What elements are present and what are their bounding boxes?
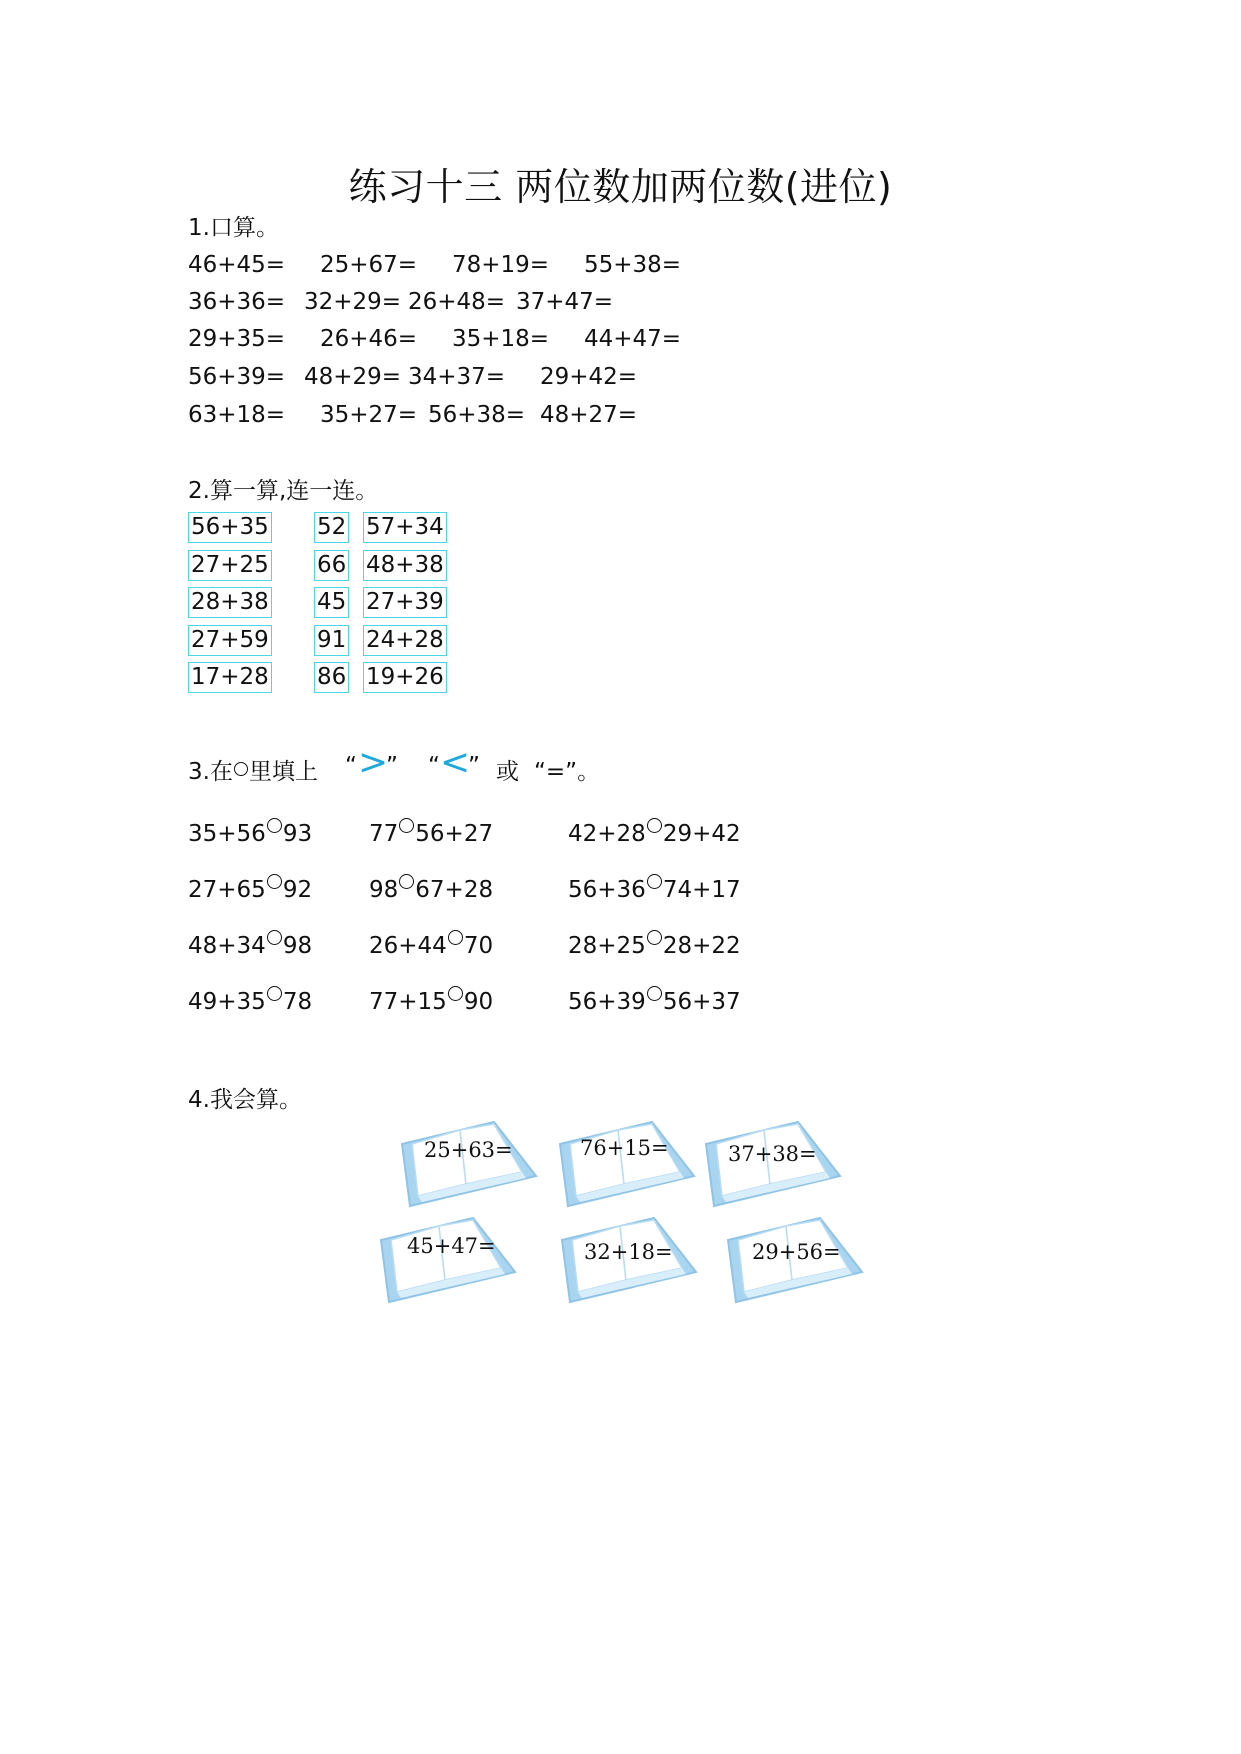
compare-item <box>188 930 312 960</box>
section3-heading-mid: 里填上 <box>248 759 318 785</box>
oral-calc-item: 56+39= <box>188 364 286 390</box>
blank-circle-icon[interactable] <box>448 930 463 945</box>
compare-right: 56+37 <box>662 989 741 1015</box>
section2-heading: 2.算一算,连一连。 <box>188 478 379 504</box>
book-card <box>398 1112 538 1210</box>
compare-left: 77+15 <box>369 989 447 1015</box>
blank-circle-icon[interactable] <box>267 874 282 889</box>
compare-item <box>568 930 741 960</box>
compare-left: 42+28 <box>568 821 646 847</box>
compare-left: 56+39 <box>568 989 646 1015</box>
compare-left: 26+44 <box>369 933 447 959</box>
blank-circle-icon[interactable] <box>448 986 463 1001</box>
oral-calc-item: 63+18= <box>188 402 286 428</box>
less-than-symbol: < <box>440 742 471 783</box>
oral-calc-item: 25+67= <box>320 252 418 278</box>
match-left-item[interactable]: 28+38 <box>188 587 272 618</box>
match-middle-item[interactable]: 52 <box>314 512 349 543</box>
book-card <box>558 1208 698 1306</box>
oral-calc-item: 26+48= <box>408 289 506 315</box>
oral-calc-item: 56+38= <box>428 402 526 428</box>
page-title: 练习十三 两位数加两位数(进位) <box>348 165 893 209</box>
compare-left: 35+56 <box>188 821 266 847</box>
match-left-item[interactable]: 17+28 <box>188 662 272 693</box>
compare-left: 48+34 <box>188 933 266 959</box>
compare-right: 56+27 <box>415 821 494 847</box>
book-problem: 29+56= <box>752 1240 841 1264</box>
greater-than-symbol: > <box>358 742 389 783</box>
quote-open: “ <box>345 753 357 779</box>
quote-close: ” <box>468 753 480 779</box>
compare-item <box>369 930 493 960</box>
match-middle-item[interactable]: 91 <box>314 625 349 656</box>
quote-close: ” <box>386 753 398 779</box>
compare-left: 98 <box>369 877 399 903</box>
book-problem: 76+15= <box>580 1136 669 1160</box>
blank-circle-icon[interactable] <box>267 986 282 1001</box>
compare-item <box>188 874 312 904</box>
compare-item <box>568 986 741 1016</box>
compare-right: 74+17 <box>662 877 741 903</box>
compare-left: 56+36 <box>568 877 646 903</box>
oral-calc-item: 26+46= <box>320 326 418 352</box>
blank-circle-icon[interactable] <box>647 986 662 1001</box>
blank-circle-icon <box>234 762 248 776</box>
match-middle-item[interactable]: 86 <box>314 662 349 693</box>
match-middle-item[interactable]: 45 <box>314 587 349 618</box>
match-right-item[interactable]: 48+38 <box>363 550 447 581</box>
book-card <box>377 1208 517 1306</box>
compare-item <box>188 986 312 1016</box>
compare-right: 29+42 <box>662 821 741 847</box>
oral-calc-item: 78+19= <box>452 252 550 278</box>
oral-calc-item: 29+42= <box>540 364 638 390</box>
compare-right: 78 <box>282 989 313 1015</box>
compare-item <box>568 874 741 904</box>
match-left-item[interactable]: 27+25 <box>188 550 272 581</box>
book-problem: 37+38= <box>728 1142 817 1166</box>
or-text: 或 <box>496 759 519 785</box>
compare-left: 49+35 <box>188 989 266 1015</box>
compare-item <box>369 874 493 904</box>
compare-left: 27+65 <box>188 877 266 903</box>
section4-heading: 4.我会算。 <box>188 1087 302 1113</box>
oral-calc-item: 34+37= <box>408 364 506 390</box>
quote-open: “ <box>428 753 440 779</box>
open-book-icon <box>556 1112 696 1210</box>
oral-calc-item: 32+29= <box>304 289 402 315</box>
compare-item <box>568 818 741 848</box>
compare-item <box>369 818 493 848</box>
book-problem: 32+18= <box>584 1240 673 1264</box>
compare-left: 28+25 <box>568 933 646 959</box>
compare-left: 77 <box>369 821 399 847</box>
book-problem: 45+47= <box>407 1234 496 1258</box>
oral-calc-item: 36+36= <box>188 289 286 315</box>
book-card <box>724 1208 864 1306</box>
match-right-item[interactable]: 19+26 <box>363 662 447 693</box>
oral-calc-item: 44+47= <box>584 326 682 352</box>
compare-right: 67+28 <box>415 877 494 903</box>
oral-calc-item: 37+47= <box>516 289 614 315</box>
book-card <box>702 1112 842 1210</box>
blank-circle-icon[interactable] <box>647 874 662 889</box>
oral-calc-item: 46+45= <box>188 252 286 278</box>
match-left-item[interactable]: 27+59 <box>188 625 272 656</box>
compare-right: 98 <box>282 933 313 959</box>
blank-circle-icon[interactable] <box>647 930 662 945</box>
compare-right: 28+22 <box>662 933 741 959</box>
match-middle-item[interactable]: 66 <box>314 550 349 581</box>
compare-right: 93 <box>282 821 313 847</box>
match-left-item[interactable]: 56+35 <box>188 512 272 543</box>
compare-item <box>188 818 312 848</box>
compare-item <box>369 986 493 1016</box>
oral-calc-item: 35+18= <box>452 326 550 352</box>
oral-calc-item: 35+27= <box>320 402 418 428</box>
oral-calc-item: 48+29= <box>304 364 402 390</box>
match-right-item[interactable]: 27+39 <box>363 587 447 618</box>
blank-circle-icon[interactable] <box>267 818 282 833</box>
oral-calc-item: 48+27= <box>540 402 638 428</box>
section1-heading: 1.口算。 <box>188 215 279 241</box>
blank-circle-icon[interactable] <box>399 874 414 889</box>
equal-text: “=”。 <box>534 759 601 785</box>
compare-right: 90 <box>463 989 494 1015</box>
book-card <box>556 1112 696 1210</box>
blank-circle-icon[interactable] <box>267 930 282 945</box>
match-right-item[interactable]: 24+28 <box>363 625 447 656</box>
section3-heading <box>188 758 318 786</box>
compare-right: 70 <box>463 933 494 959</box>
section3-heading-prefix: 3.在 <box>188 759 233 785</box>
oral-calc-item: 55+38= <box>584 252 682 278</box>
blank-circle-icon[interactable] <box>399 818 414 833</box>
oral-calc-item: 29+35= <box>188 326 286 352</box>
match-right-item[interactable]: 57+34 <box>363 512 447 543</box>
compare-right: 92 <box>282 877 313 903</box>
book-problem: 25+63= <box>424 1138 513 1162</box>
blank-circle-icon[interactable] <box>647 818 662 833</box>
